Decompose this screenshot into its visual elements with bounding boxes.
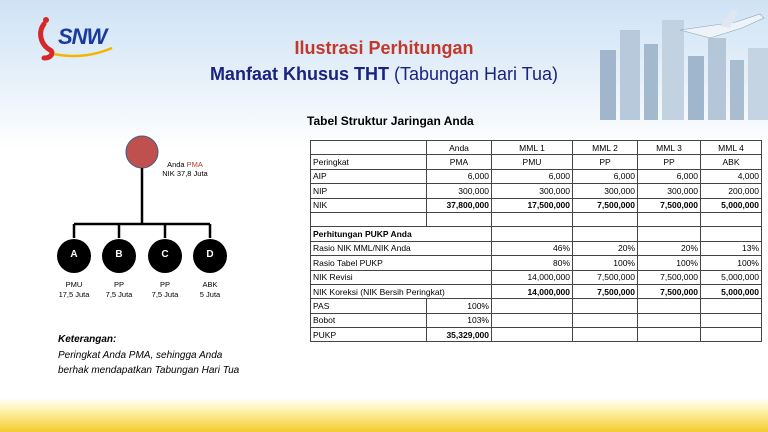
table-cell: 80% (492, 256, 573, 270)
table-cell (701, 212, 762, 226)
notes-text (58, 348, 298, 378)
table-cell: 7,500,000 (573, 198, 638, 212)
notes-heading: Keterangan: (58, 334, 117, 345)
table-row (311, 155, 762, 169)
table-cell: Rasio Tabel PUKP (311, 256, 492, 270)
table-cell: 4,000 (701, 169, 762, 183)
table-cell: 6,000 (492, 169, 573, 183)
header-cell: MML 3 (638, 141, 701, 155)
table-cell: Rasio NIK MML/NIK Anda (311, 241, 492, 255)
table-cell: 7,500,000 (573, 284, 638, 298)
table-title: Tabel Struktur Jaringan Anda (307, 114, 474, 128)
table-row (311, 169, 762, 183)
table-cell: ABK (701, 155, 762, 169)
table-cell: PUKP (311, 328, 427, 342)
table-cell: NIK (311, 198, 427, 212)
table-cell: PP (638, 155, 701, 169)
table-cell: 35,329,000 (427, 328, 492, 342)
table-cell: NIP (311, 184, 427, 198)
child-label (94, 280, 144, 300)
table-row (311, 284, 762, 298)
table-cell (573, 212, 638, 226)
table-row (311, 227, 762, 241)
table-cell: PAS (311, 299, 427, 313)
table-cell (573, 313, 638, 327)
header-cell: MML 2 (573, 141, 638, 155)
header-cell: Anda (427, 141, 492, 155)
table-cell: 14,000,000 (492, 284, 573, 298)
table-cell: 37,800,000 (427, 198, 492, 212)
table-row (311, 256, 762, 270)
subtitle-rest: (Tabungan Hari Tua) (388, 64, 559, 84)
table-cell: Bobot (311, 313, 427, 327)
table-cell: 6,000 (427, 169, 492, 183)
child-value: 17,5 Juta (58, 290, 90, 299)
table-cell (492, 299, 573, 313)
table-cell: 7,500,000 (638, 284, 701, 298)
brand-logo-text: SNW (58, 24, 107, 49)
child-label (49, 280, 99, 300)
table-cell: PP (573, 155, 638, 169)
table-cell: 6,000 (638, 169, 701, 183)
child-value: 7,5 Juta (105, 290, 133, 299)
header-cell: MML 1 (492, 141, 573, 155)
table-cell: 13% (701, 241, 762, 255)
table-cell: 5,000,000 (701, 284, 762, 298)
network-structure-table (310, 140, 762, 342)
table-row (311, 270, 762, 284)
table-cell: 5,000,000 (701, 270, 762, 284)
table-row (311, 198, 762, 212)
table-cell: 20% (638, 241, 701, 255)
footer-band (0, 398, 768, 432)
child-role: PP (113, 280, 124, 289)
table-cell: 100% (427, 299, 492, 313)
notes-line: Peringkat Anda PMA, sehingga Anda (58, 350, 223, 361)
page-title: Ilustrasi Perhitungan (294, 38, 474, 58)
table-row (311, 313, 762, 327)
table-cell: PMA (427, 155, 492, 169)
table-cell (573, 328, 638, 342)
table-row (311, 184, 762, 198)
table-cell (701, 328, 762, 342)
table-cell: Peringkat (311, 155, 427, 169)
root-node-label (150, 160, 220, 178)
table-cell: 300,000 (638, 184, 701, 198)
table-row (311, 328, 762, 342)
root-label-prefix: Anda (167, 160, 187, 169)
notes-line: berhak mendapatkan Tabungan Hari Tua (58, 365, 240, 376)
child-label (185, 280, 235, 300)
table-cell: 7,500,000 (638, 270, 701, 284)
city-skyline-illustration (560, 0, 768, 120)
table-cell (638, 212, 701, 226)
child-role: ABK (202, 280, 218, 289)
table-cell: PMU (492, 155, 573, 169)
table-cell: 100% (573, 256, 638, 270)
table-cell (573, 299, 638, 313)
child-value: 7,5 Juta (151, 290, 179, 299)
child-letter: C (161, 249, 169, 260)
table-cell (701, 313, 762, 327)
table-cell (492, 227, 573, 241)
table-cell: 300,000 (492, 184, 573, 198)
table-cell: 7,500,000 (638, 198, 701, 212)
table-cell (638, 299, 701, 313)
child-label (140, 280, 190, 300)
table-row (311, 241, 762, 255)
table-cell: 100% (638, 256, 701, 270)
child-letter: A (70, 249, 78, 260)
section-heading-cell: Perhitungan PUKP Anda (311, 227, 492, 241)
table-cell: 103% (427, 313, 492, 327)
table-cell (311, 212, 427, 226)
child-role: PMU (65, 280, 83, 289)
table-cell: 17,500,000 (492, 198, 573, 212)
child-letter: D (206, 249, 214, 260)
table-cell (638, 313, 701, 327)
child-role: PP (159, 280, 170, 289)
table-cell: 200,000 (701, 184, 762, 198)
table-cell: AIP (311, 169, 427, 183)
table-cell (492, 328, 573, 342)
child-value: 5 Juta (199, 290, 221, 299)
root-label-rank: PMA (186, 160, 203, 169)
root-label-nik: NIK 37,8 Juta (162, 169, 208, 178)
table-cell (701, 299, 762, 313)
child-letter: B (115, 249, 123, 260)
table-cell (638, 227, 701, 241)
table-cell: 100% (701, 256, 762, 270)
page-subtitle (0, 64, 768, 85)
table-cell: 6,000 (573, 169, 638, 183)
table-cell (573, 227, 638, 241)
table-cell: NIK Koreksi (NIK Bersih Peringkat) (311, 284, 492, 298)
table-cell: 7,500,000 (573, 270, 638, 284)
table-cell (492, 212, 573, 226)
subtitle-bold: Manfaat Khusus THT (209, 64, 389, 84)
table-cell (427, 212, 492, 226)
header-cell (311, 141, 427, 155)
table-cell (638, 328, 701, 342)
table-cell: NIK Revisi (311, 270, 492, 284)
table-cell: 20% (573, 241, 638, 255)
table-cell: 300,000 (427, 184, 492, 198)
table-cell: 46% (492, 241, 573, 255)
table-cell: 300,000 (573, 184, 638, 198)
table-row (311, 299, 762, 313)
table-row (311, 212, 762, 226)
header-cell: MML 4 (701, 141, 762, 155)
table-cell: 5,000,000 (701, 198, 762, 212)
table-header-row (311, 141, 762, 155)
table-cell (701, 227, 762, 241)
table-cell (492, 313, 573, 327)
table-cell: 14,000,000 (492, 270, 573, 284)
